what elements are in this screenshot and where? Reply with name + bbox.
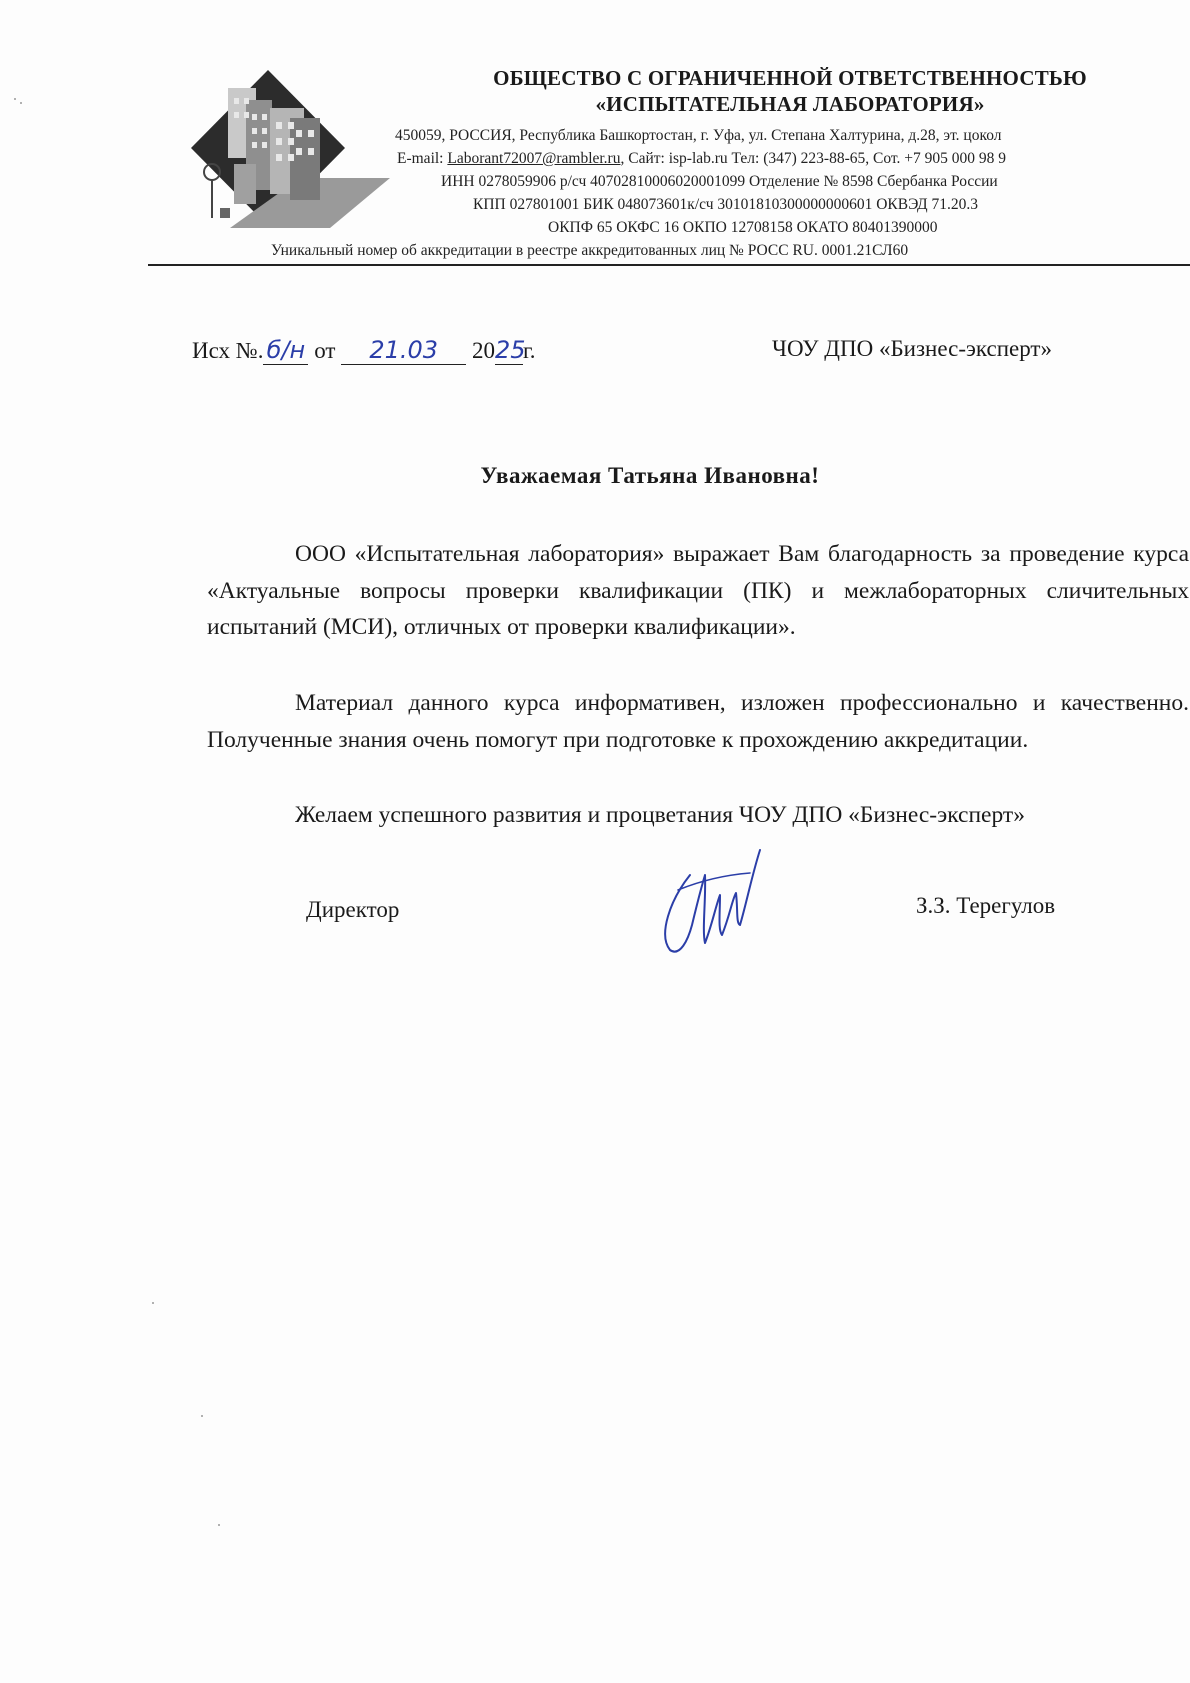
scan-speck bbox=[201, 1415, 203, 1417]
ref-year-prefix: 20 bbox=[471, 338, 495, 363]
email-link[interactable]: Laborant72007@rambler.ru bbox=[447, 150, 621, 167]
signatory-role: Директор bbox=[306, 897, 400, 922]
handwritten-signature bbox=[650, 845, 800, 965]
accreditation-line: Уникальный номер об аккредитации в реестре аккредитованных лиц № РОСС RU. 0001.21СЛ60 bbox=[271, 242, 909, 259]
scan-speck bbox=[20, 102, 22, 104]
ref-number: б/н bbox=[266, 336, 306, 364]
ref-year-label: г. bbox=[522, 338, 536, 363]
building-logo-icon bbox=[190, 68, 390, 228]
scan-speck bbox=[218, 1524, 220, 1526]
body-paragraph-2: Материал данного курса информативен, изложен профессионально и качественно. Полученные знания очень помогут при подготовке к прохождению аккредитации. bbox=[207, 690, 1189, 753]
email-label: E-mail: bbox=[397, 150, 444, 167]
org-contacts bbox=[397, 150, 1006, 168]
ref-from-label: от bbox=[314, 338, 336, 363]
outgoing-reference bbox=[192, 336, 536, 365]
org-okpf-line: ОКПФ 65 ОКФС 16 ОКПО 12708158 ОКАТО 80401390000 bbox=[548, 219, 938, 236]
header-divider bbox=[148, 264, 1190, 266]
contacts-text: , Сайт: isp-lab.ru Тел: (347) 223-88-65, Сот. +7 905 000 98 9 bbox=[620, 150, 1006, 167]
scan-speck bbox=[152, 1302, 154, 1304]
org-name-line2: «ИСПЫТАТЕЛЬНАЯ ЛАБОРАТОРИЯ» bbox=[595, 92, 985, 116]
org-inn-line: ИНН 0278059906 р/сч 40702810006020001099 Отделение № 8598 Сбербанка России bbox=[441, 173, 998, 190]
org-name-line1: ОБЩЕСТВО С ОГРАНИЧЕННОЙ ОТВЕТСТВЕННОСТЬЮ bbox=[493, 66, 1087, 90]
greeting: Уважаемая Татьяна Ивановна! bbox=[480, 463, 820, 488]
body-paragraph-1: ООО «Испытательная лаборатория» выражает Вам благодарность за проведение курса «Актуальные вопросы проверки квалификации (ПК) и межлабораторных сличительных испытаний (МСИ), отличных от проверки квалификации». bbox=[207, 541, 1189, 640]
body-paragraph-3: Желаем успешного развития и процветания ЧОУ ДПО «Бизнес-эксперт» bbox=[295, 802, 1025, 828]
scan-speck bbox=[14, 98, 16, 100]
org-kpp-line: КПП 027801001 БИК 048073601к/сч 30101810300000000601 ОКВЭД 71.20.3 bbox=[473, 196, 978, 213]
addressee: ЧОУ ДПО «Бизнес-эксперт» bbox=[772, 336, 1052, 361]
org-address: 450059, РОССИЯ, Республика Башкортостан, г. Уфа, ул. Степана Халтурина, д.28, эт. цокол bbox=[395, 127, 1002, 144]
ref-year-suffix: 25 bbox=[494, 336, 526, 364]
ref-date: 21.03 bbox=[369, 336, 439, 364]
ref-prefix: Исх №. bbox=[192, 338, 264, 363]
signatory-name: З.З. Терегулов bbox=[916, 893, 1056, 918]
